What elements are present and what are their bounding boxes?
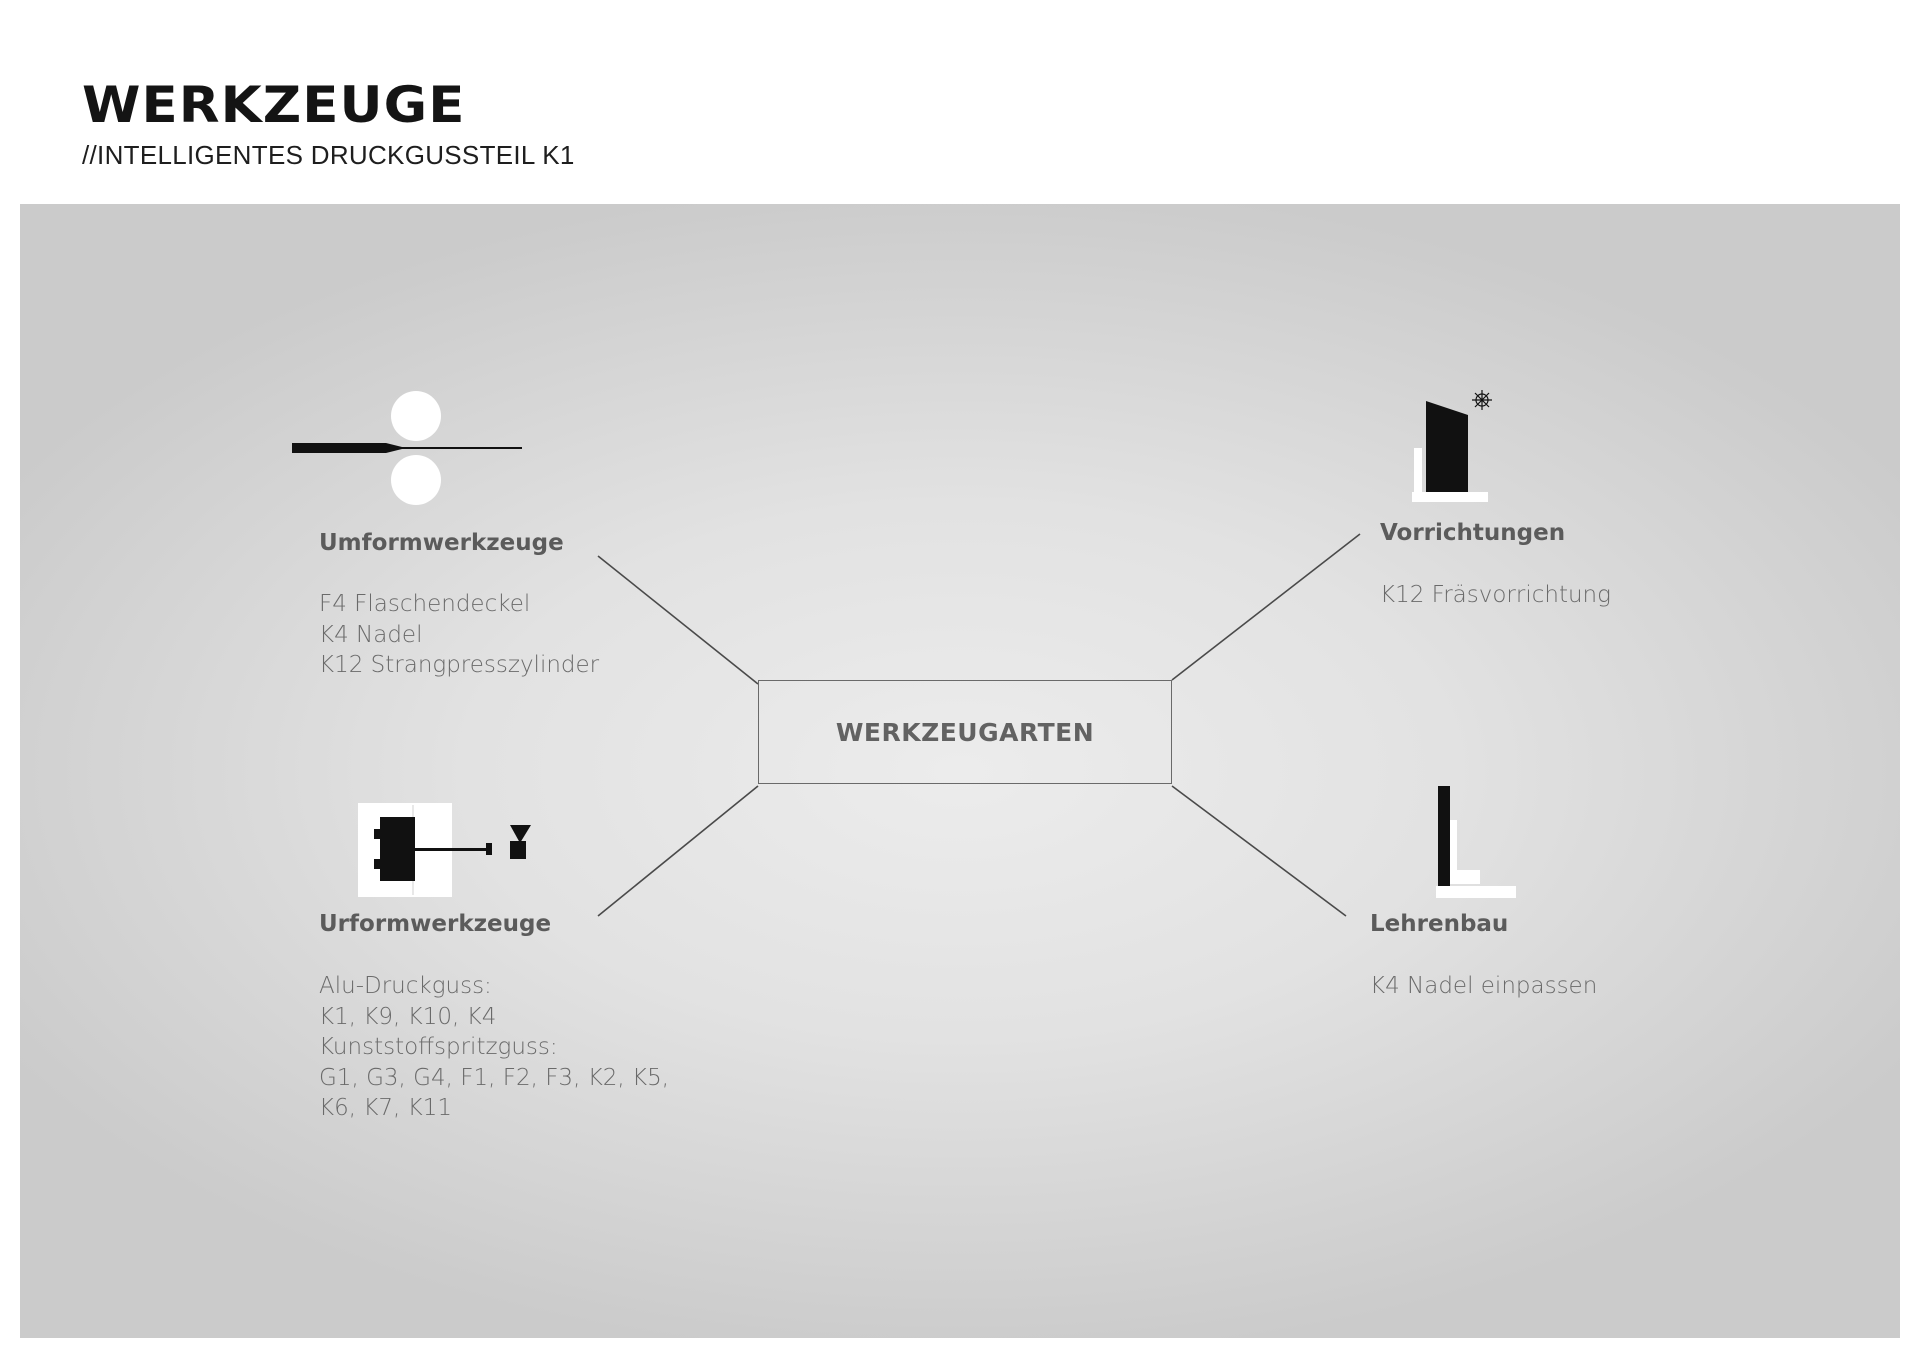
list-item: K4 Nadel	[319, 621, 423, 648]
list-item: K1, K9, K10, K4	[319, 1003, 497, 1030]
rolling-mill-icon	[290, 388, 524, 508]
branch-items-lehrenbau	[1370, 971, 1597, 1002]
branch-title-vorrichtungen: Vorrichtungen	[1380, 520, 1566, 546]
list-item: G1, G3, G4, F1, F2, F3, K2, K5,	[319, 1064, 670, 1091]
branch-items-umformwerkzeuge	[319, 589, 599, 681]
connector-lehrenbau	[1172, 786, 1346, 916]
list-item: Kunststoffspritzguss:	[319, 1034, 558, 1060]
connector-umform	[598, 556, 758, 684]
connector-vorrichtungen	[1172, 534, 1360, 680]
page-title: WERKZEUGE	[82, 76, 466, 134]
branch-items-vorrichtungen	[1380, 580, 1611, 611]
connector-urform	[598, 786, 758, 916]
page-subtitle: //INTELLIGENTES DRUCKGUSSTEIL K1	[82, 140, 575, 170]
list-item: Alu-Druckguss:	[319, 973, 492, 999]
list-item: F4 Flaschendeckel	[319, 591, 531, 617]
branch-items-urformwerkzeuge	[319, 971, 669, 1124]
list-item: K12 Strangpresszylinder	[319, 652, 600, 678]
branch-title-urformwerkzeuge: Urformwerkzeuge	[319, 911, 552, 937]
die-casting-mold-icon	[358, 803, 536, 897]
center-node: WERKZEUGARTEN	[758, 680, 1172, 784]
list-item: K12 Fräsvorrichtung	[1380, 582, 1611, 608]
milling-fixture-icon	[1410, 386, 1498, 504]
list-item: K4 Nadel einpassen	[1370, 973, 1598, 999]
gauge-icon	[1436, 784, 1520, 900]
list-item: K6, K7, K11	[319, 1095, 453, 1121]
branch-title-umformwerkzeuge: Umformwerkzeuge	[319, 530, 564, 556]
branch-title-lehrenbau: Lehrenbau	[1370, 911, 1509, 937]
